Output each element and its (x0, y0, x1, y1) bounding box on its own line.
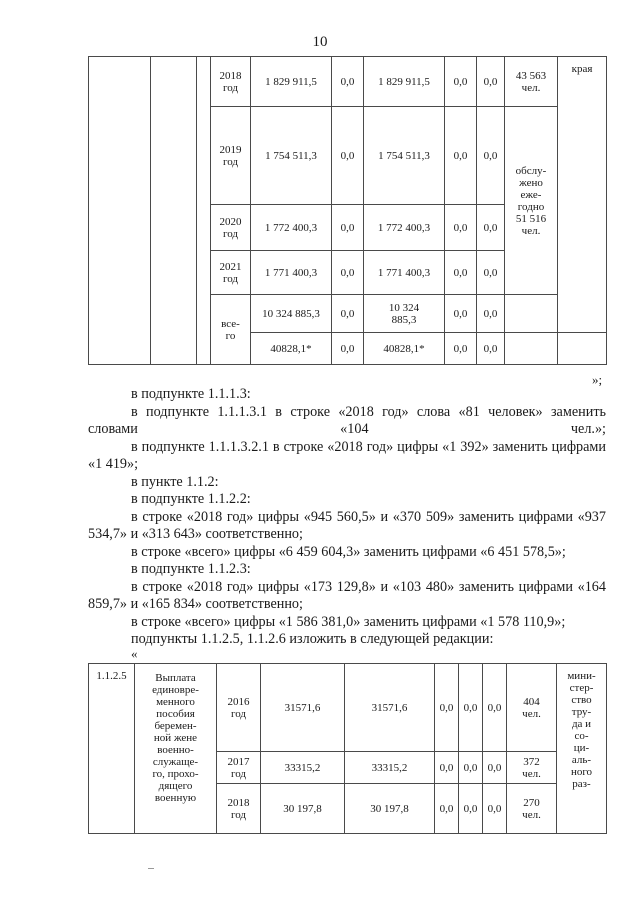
total-cell: 1 754 511,3 (251, 107, 332, 205)
year-cell: 2019 год (211, 107, 251, 205)
total-cell: 1 771 400,3 (251, 251, 332, 295)
paragraph: подпункты 1.1.2.5, 1.1.2.6 изложить в следующей редакции: (131, 631, 494, 647)
indicator-cell: 43 563 чел. (505, 57, 558, 107)
item-name-cell: Выплата единовре- менного пособия беремен- ной жене военно- служаще- го, прохо- дящего военную (135, 664, 217, 834)
year-cell: 2020 год (211, 205, 251, 251)
total-label-cell: все- го (211, 295, 251, 365)
other-cell: 0,0 (477, 251, 505, 295)
executor-cell: края (558, 57, 607, 333)
regional-cell: 40828,1* (364, 333, 445, 365)
page-number: 10 (312, 34, 328, 50)
scan-mark (148, 868, 154, 869)
total-cell: 1 829 911,5 (251, 57, 332, 107)
other-cell: 0,0 (477, 295, 505, 333)
paragraph: в подпункте 1.1.1.3: (131, 386, 251, 402)
people-cell: 372 чел. (507, 752, 557, 784)
federal-cell: 0,0 (332, 205, 364, 251)
other-cell: 0,0 (477, 57, 505, 107)
municipal-cell: 0,0 (445, 295, 477, 333)
regional-cell: 33315,2 (345, 752, 435, 784)
indicator-cell (505, 333, 558, 365)
total-cell: 31571,6 (261, 664, 345, 752)
other-cell: 0,0 (477, 205, 505, 251)
zero-cell: 0,0 (459, 784, 483, 834)
opening-quote: « (131, 646, 138, 661)
paragraph: в строке «2018 год» цифры «945 560,5» и «370 509» заменить цифрами «937 534,7» и «313 643» соответственно; (88, 508, 606, 542)
regional-cell: 1 771 400,3 (364, 251, 445, 295)
paragraph: в строке «всего» цифры «1 586 381,0» заменить цифрами «1 578 110,9»; (131, 613, 566, 630)
zero-cell: 0,0 (483, 752, 507, 784)
regional-cell: 1 829 911,5 (364, 57, 445, 107)
paragraph: в пункте 1.1.2: (131, 473, 219, 490)
total-cell: 10 324 885,3 (251, 295, 332, 333)
closing-quote: »; (592, 372, 603, 387)
other-cell: 0,0 (477, 107, 505, 205)
zero-cell: 0,0 (435, 752, 459, 784)
total-cell: 1 772 400,3 (251, 205, 332, 251)
municipal-cell: 0,0 (445, 107, 477, 205)
regional-cell: 1 754 511,3 (364, 107, 445, 205)
year-cell: 2017 год (217, 752, 261, 784)
year-cell: 2016 год (217, 664, 261, 752)
regional-cell: 1 772 400,3 (364, 205, 445, 251)
year-cell: 2018 год (217, 784, 261, 834)
amendment-text (88, 386, 606, 649)
zero-cell: 0,0 (483, 784, 507, 834)
municipal-cell: 0,0 (445, 251, 477, 295)
blank-cell-c (197, 57, 211, 365)
total-cell: 33315,2 (261, 752, 345, 784)
executor-cell (558, 333, 607, 365)
item-code-cell: 1.1.2.5 (89, 664, 135, 834)
federal-cell: 0,0 (332, 251, 364, 295)
year-cell: 2021 год (211, 251, 251, 295)
regional-cell: 31571,6 (345, 664, 435, 752)
total-cell: 40828,1* (251, 333, 332, 365)
paragraph: в строке «всего» цифры «6 459 604,3» заменить цифрами «6 451 578,5»; (131, 543, 566, 560)
people-cell: 270 чел. (507, 784, 557, 834)
paragraph: в подпункте 1.1.1.3.2.1 в строке «2018 год» цифры «1 392» заменить цифрами «1 419»; (88, 438, 606, 472)
zero-cell: 0,0 (435, 784, 459, 834)
people-cell: 404 чел. (507, 664, 557, 752)
other-cell: 0,0 (477, 333, 505, 365)
federal-cell: 0,0 (332, 295, 364, 333)
blank-cell-b (151, 57, 197, 365)
year-cell: 2018 год (211, 57, 251, 107)
zero-cell: 0,0 (459, 664, 483, 752)
paragraph: в строке «2018 год» цифры «173 129,8» и «103 480» заменить цифрами «164 859,7» и «165 834» соответственно; (88, 578, 606, 612)
municipal-cell: 0,0 (445, 205, 477, 251)
executor-cell: мини- стер- ство тру- да и со- ци- аль- ного раз- (557, 664, 607, 834)
total-cell: 30 197,8 (261, 784, 345, 834)
zero-cell: 0,0 (459, 752, 483, 784)
municipal-cell: 0,0 (445, 57, 477, 107)
regional-cell: 30 197,8 (345, 784, 435, 834)
blank-cell-a (89, 57, 151, 365)
regional-cell: 10 324 885,3 (364, 295, 445, 333)
indicator-cell: обслу- жено еже- годно 51 516 чел. (505, 107, 558, 295)
municipal-cell: 0,0 (445, 333, 477, 365)
federal-cell: 0,0 (332, 57, 364, 107)
zero-cell: 0,0 (483, 664, 507, 752)
federal-cell: 0,0 (332, 333, 364, 365)
budget-table-new-edition (88, 663, 607, 834)
paragraph: в подпункте 1.1.2.2: (131, 491, 251, 507)
paragraph: в подпункте 1.1.1.3.1 в строке «2018 год» слова «81 человек» заменить словами «104 чел.»; (88, 403, 606, 437)
budget-table-continuation (88, 56, 607, 365)
zero-cell: 0,0 (435, 664, 459, 752)
paragraph: в подпункте 1.1.2.3: (131, 561, 251, 577)
indicator-cell (505, 295, 558, 333)
federal-cell: 0,0 (332, 107, 364, 205)
